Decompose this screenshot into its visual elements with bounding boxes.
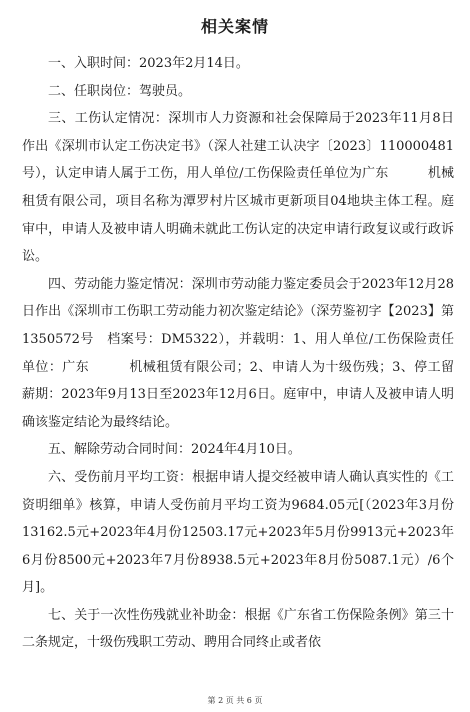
document-body <box>22 50 454 657</box>
paragraph-disability-subsidy: 七、关于一次性伤残就业补助金：根据《广东省工伤保险条例》第三十二条规定，十级伤残职工劳动、聘用合同终止或者依 <box>22 607 454 651</box>
paragraph-position: 二、任职岗位：驾驶员。 <box>48 83 192 99</box>
paragraph-entry-date: 一、入职时间：2023年2月14日。 <box>48 56 249 71</box>
paragraph-average-wage: 六、受伤前月平均工资：根据申请人提交经被申请人确认真实性的《工资明细单》核算，申请人受伤前月平均工资为9684.05元[（2023年3月份13162.5元+2023年4月份12503.17元+2023年5月份9913元+2023年6月份8500元+2023年7月份8938.5元+2023年8月份5087.1元）/6个月]。 <box>22 469 454 596</box>
paragraph-injury-determination: 三、工伤认定情况：深圳市人力资源和社会保障局于2023年11月8日作出《深圳市认定工伤决定书》（深人社建工认决字〔2023〕110000481号），认定申请人属于工伤，用人单位/工伤保险责任单位为广东 机械租赁有限公司，项目名称为潭罗村片区城市更新项目04地块主体工程。庭审中，申请人及被申请人明确未就此工伤认定的决定申请行政复议或行政诉讼。 <box>22 111 454 265</box>
paragraph-labor-capacity-appraisal: 四、劳动能力鉴定情况：深圳市劳动能力鉴定委员会于2023年12月28日作出《深圳市工伤职工劳动能力初次鉴定结论》（深劳鉴初字【2023】第1350572号 档案号：DM5322），并载明：1、用人单位/工伤保险责任单位：广东 机械租赁有限公司；2、申请人为十级伤残；3、停工留薪期：2023年9月13日至2023年12月6日。庭审中，申请人及被申请人明确该鉴定结论为最终结论。 <box>22 276 454 430</box>
page-title: 相关案情 <box>200 17 269 36</box>
page-number-footer: 第 2 页 共 6 页 <box>207 696 263 705</box>
paragraph-contract-termination: 五、解除劳动合同时间：2024年4月10日。 <box>48 442 301 458</box>
